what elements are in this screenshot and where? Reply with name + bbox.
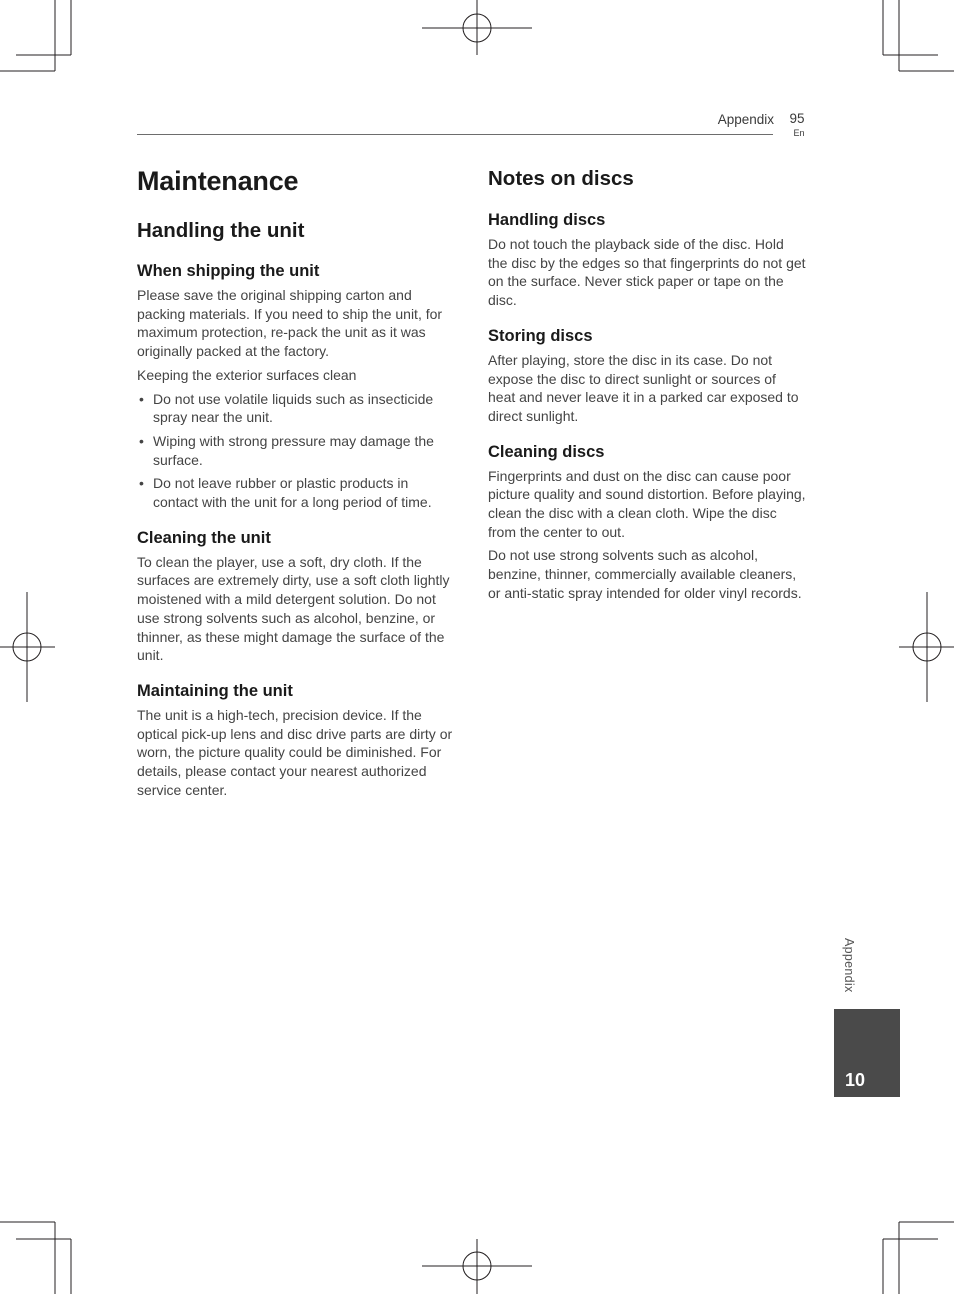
list-item-text: Do not leave rubber or plastic products in contact with the unit for a long period of time. [153,475,432,511]
subheading-storing-discs: Storing discs [488,326,593,345]
right-column [488,163,806,603]
left-column [137,163,455,799]
paragraph-cleaning-discs-1: Fingerprints and dust on the disc can cause poor picture quality and sound distortion. Before playing, clean the disc with a clean cloth. Wipe the disc from the center to out. [488,467,806,540]
section-heading-handling-unit: Handling the unit [137,219,305,242]
exterior-bullet-list [137,390,455,512]
subheading-cleaning-unit: Cleaning the unit [137,528,271,547]
bullet-icon: • [139,475,144,492]
paragraph-cleaning-discs-2: Do not use strong solvents such as alcohol, benzine, thinner, commercially available cleaners, or anti-static spray intended for older vinyl records. [488,547,802,601]
section-heading-notes-discs: Notes on discs [488,167,634,190]
paragraph-handling-discs: Do not touch the playback side of the disc. Hold the disc by the edges so that fingerprints do not get on the surface. Never stick paper or tape on the disc. [488,236,806,309]
paragraph-cleaning-unit: To clean the player, use a soft, dry cloth. If the surfaces are extremely dirty, use a soft cloth lightly moistened with a mild detergent solution. Do not use strong solvents such as alcohol, benzine, or thinner, as these might damage the surface of the unit. [137,553,450,664]
bullet-icon: • [139,432,144,449]
subheading-maintaining-unit: Maintaining the unit [137,681,293,700]
subheading-shipping: When shipping the unit [137,262,320,280]
paragraph-shipping: Please save the original shipping carton and packing materials. If you need to ship the unit, for maximum protection, re-pack the unit as it was originally packed at the factory. [137,287,443,360]
list-item [137,474,455,511]
chapter-tab [834,1009,900,1097]
paragraph-storing-discs: After playing, store the disc in its case. Do not expose the disc to direct sunlight or sources of heat and never leave it in a parked car exposed to direct sunlight. [488,351,799,424]
subheading-cleaning-discs: Cleaning discs [488,442,605,461]
page-number: 95 [789,111,805,126]
subheading-handling-discs: Handling discs [488,211,606,229]
list-item [137,432,455,469]
chapter-number: 10 [845,1070,866,1090]
paragraph-exterior-intro: Keeping the exterior surfaces clean [137,366,357,383]
header-section-label: Appendix [717,112,774,127]
paragraph-maintaining-unit: The unit is a high-tech, precision device. If the optical pick-up lens and disc drive parts are dirty or worn, the picture quality could be diminished. For details, please contact your nearest authorized service center. [137,706,453,798]
page-title: Maintenance [137,166,299,196]
list-item-text: Do not use volatile liquids such as insecticide spray near the unit. [153,390,434,426]
side-tab-label: Appendix [842,938,856,993]
bullet-icon: • [139,390,144,407]
list-item-text: Wiping with strong pressure may damage the surface. [153,432,434,468]
language-code: En [793,128,805,138]
list-item [137,390,455,427]
header-rule [137,134,773,135]
